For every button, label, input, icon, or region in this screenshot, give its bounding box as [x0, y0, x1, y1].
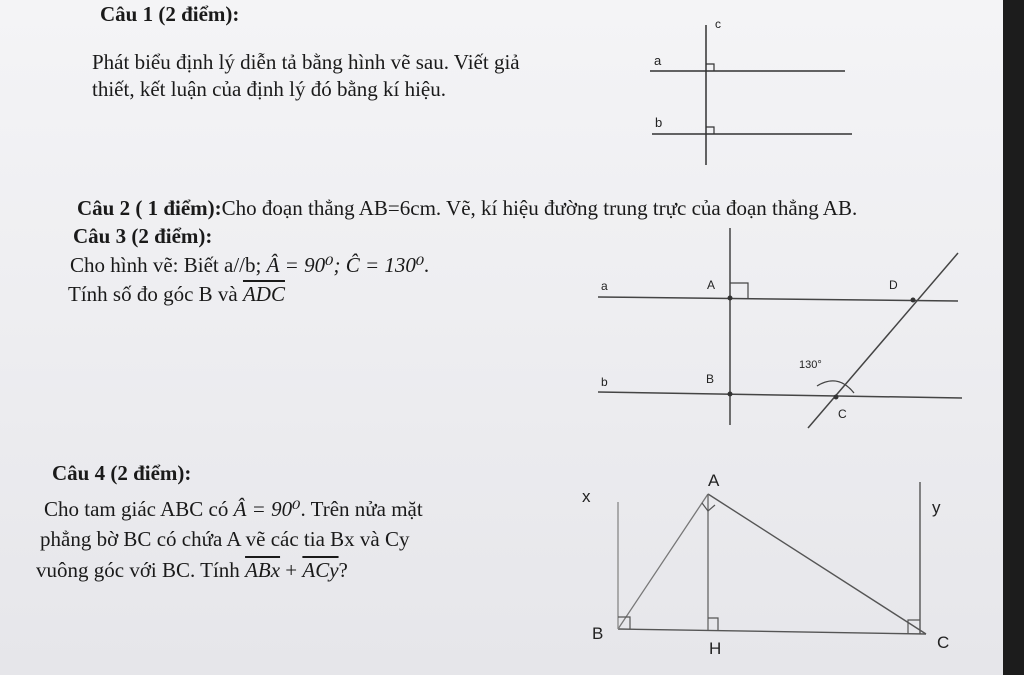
q3-label-A: A [707, 278, 716, 292]
q4-line2: phẳng bờ BC có chứa A vẽ các tia Bx và Cy [40, 527, 410, 551]
q1-label-a: a [654, 53, 662, 68]
dark-background-edge [1003, 0, 1024, 675]
q3-figure [590, 225, 970, 435]
q3-line-dc [808, 253, 958, 428]
q3-line1 [70, 251, 430, 280]
q4-angle-acy: $\overline{ACy}$ [302, 558, 339, 582]
q2-heading: Câu 2 ( 1 điểm): [77, 196, 222, 220]
q4-line3-text: vuông góc với BC. Tính [36, 558, 246, 582]
q3-point-d [911, 298, 916, 303]
q4-heading: Câu 4 (2 điểm): [52, 461, 192, 485]
q3-label-b-line: b [601, 375, 608, 389]
q4-plus: + [280, 558, 303, 582]
q3-line1-text: Cho hình vẽ: Biết a//b; [70, 253, 267, 277]
q3-heading: Câu 3 (2 điểm): [73, 224, 213, 248]
q4-label-y: y [932, 498, 941, 517]
q4-right-angle-h [708, 618, 718, 630]
q3-point-a [728, 296, 733, 301]
q4-segment-bc [618, 629, 926, 634]
q4-line1-end: . Trên nửa mặt [300, 497, 423, 521]
q3-angle-c: Ĉ = 130⁰. [345, 253, 430, 277]
q1-line1: Phát biểu định lý diễn tả bằng hình vẽ sau. Viết giả [92, 50, 520, 74]
q1-right-angle-a [706, 64, 714, 71]
q3-line-b [598, 392, 962, 398]
q4-segment-ac [708, 494, 926, 634]
q4-segment-ba [618, 494, 708, 629]
q2-statement [77, 194, 857, 223]
q3-line2-text: Tính số đo góc B và [68, 282, 243, 306]
q4-line3 [36, 556, 348, 585]
q1-right-angle-b [706, 127, 714, 134]
q1-figure [640, 10, 870, 180]
q3-line2 [68, 280, 285, 309]
q4-angle-abx: $\overline{ABx}$ [245, 558, 281, 582]
q3-label-B: B [706, 372, 715, 386]
q4-label-x: x [582, 487, 591, 506]
q4-figure [578, 462, 968, 672]
q3-point-b [728, 392, 733, 397]
q1-label-c: c [715, 17, 721, 31]
q4-question-mark: ? [338, 558, 348, 582]
q4-label-H: H [709, 639, 722, 658]
q3-label-a-line: a [601, 279, 608, 293]
q4-angle-a: Â = 90⁰ [233, 497, 301, 521]
q4-line1-text: Cho tam giác ABC có [44, 497, 234, 521]
q3-label-130: 130° [799, 359, 822, 371]
q3-point-c [834, 395, 839, 400]
q2-text: Cho đoạn thẳng AB=6cm. Vẽ, kí hiệu đường trung trực của đoạn thẳng AB. [221, 196, 858, 220]
q1-label-b: b [655, 115, 663, 130]
q4-label-B: B [592, 624, 604, 643]
q4-label-A: A [708, 471, 720, 490]
q1-heading: Câu 1 (2 điểm): [100, 2, 240, 26]
q4-label-C: C [937, 633, 950, 652]
q3-right-angle-a [730, 283, 748, 298]
q3-angle-adc: $\overline{ADC}$ [242, 282, 285, 306]
q4-line1 [44, 495, 423, 524]
q3-label-D: D [889, 278, 898, 292]
q3-line-a [598, 297, 958, 301]
q3-angle-arc-c [817, 381, 854, 393]
q3-angle-a: Â = 90⁰; [266, 253, 346, 277]
q1-line2: thiết, kết luận của định lý đó bằng kí hiệu. [92, 77, 447, 101]
q3-label-C: C [838, 407, 847, 421]
